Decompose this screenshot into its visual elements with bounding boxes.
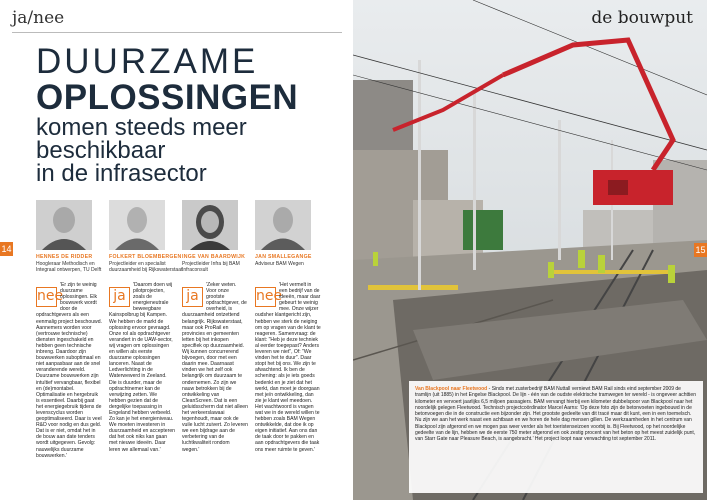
portrait-hennes-de-ridder — [36, 200, 92, 250]
headline-line-4: beschikbaar — [36, 137, 166, 164]
headline-line-2: OPLOSSINGEN — [36, 78, 299, 117]
section-title-left: ja/nee — [12, 8, 65, 28]
person-role-4: Adviseur BAM Wegen — [255, 261, 304, 267]
headline — [36, 44, 336, 185]
section-title-right: de bouwput — [591, 8, 693, 28]
section-divider — [12, 32, 342, 33]
dropcap-answer-2: ja — [109, 287, 130, 307]
person-name-3: INGE VAN BAARDWIJK — [182, 254, 246, 260]
person-name-2: FOLKERT BLOEMBERGEN — [109, 254, 182, 260]
headline-line-5: in de infrasector — [36, 160, 207, 187]
caption-lead: Van Blackpool naar Fleetwood — [415, 386, 488, 392]
caption-text: - Sinds met zusterbedrijf BAM Nuttall verniewt BAM Rail sinds eind september 2009 de tramlijn (uit 1885) in het Engelse Blackpool. De lijn - één van de oudste elektrische tramwegen ter wereld - is ongeveer achttien kilometer en vervoert jaarlijks 6,5 miljoen passagiers. BAM vervangt hierbij een kilometer dubbelspoor van Blackpool naar het noordelijk gelegen Fleetwood. Technisch projectcoördinator Marcel Aarns: 'Op deze foto zijn de betonvoeten ingebouwd in de betonvoegen die in de constructie een bijzonder zijn. Het grootste gedeelte van dit tracé maar dit kunt, een in een toemelsch. Nu zijn we aan het werk naast een achtbaan en we horen de hele dag mensen gillen. De werkzaamheden in het centrum van Blackpool zijn afgerond en we mogen pas weer verder als het toeristenseizoen voorbij is. Bij Fleetwood, op het noordelijke gedeelte van de lijn, hebben we de eerste 750 meter afgerond en ook zestig procent van het beton op het meest zuidelijk punt, van Starr Gate naar Pleasure Beach, is aangebracht.' Het project loopt naar verwachting tot september 2011. — [415, 386, 696, 443]
quote-text-3: 'Zeker weten. Voor onze grootste opdrachtgever, de overheid, is duurzaamheid ontzettend belangrijk. Rijkswaterstaat, maar ook ProRail en provincies en gemeenten letten bij het inkopen specifiek op duurzaamheid. Wij kunnen concurrerend bijvoegen, door met een daarin mee. Daarnaast vinden we het zelf ook belangrijk om duurzaam te ondernemen. Zo zijn we nauw betrokken bij de ontwikkeling van CleanScreen. Dat is een geluidsscherm dat niet alleen het verkeerslawaai tegenhoudt, maar ook de vuile lucht zuivert. Zo leveren we een bijdrage aan de verbetering van de luchtkwaliteit rondom wegen.' — [182, 282, 248, 453]
portrait-jan-smallegange — [255, 200, 311, 250]
portrait-inge-van-baardwijk — [182, 200, 238, 250]
person-role-1: Hoogleraar Methodisch en Integraal ontwerpen, TU Delft — [36, 261, 102, 273]
left-page — [0, 0, 353, 500]
quote-column-4 — [255, 282, 321, 453]
photo-caption-box — [409, 381, 703, 493]
quote-text-1: 'Er zijn te weinig duurzame oplossingen. Elk bouwwerk wordt door de opdrachtgevers als een eenmalig project beschouwd. Aannemers worden voor (vertrouwe technische) diensten ingeschakeld en hebben geen technische inbreng. Daardoor zijn bouwwerken suboptimaal en niet aanpasbaar aan de snel veranderende wereld. Duurzame bouwwerken zijn intuïtief vervangbaar, flexibel en (de)montabel. Optimalisatie en hergebruik is essentieel. Daarbij gaat het energiegebruik tijdens de levenscyclus worden geoptimaliseerd. Daar is veel R&D voor nodig en dus geld. Dat is er niet, omdat het in de bouw aan date tenders wordt uitgegeven. Gevolg: nauwelijks duurzame bouwwerken.' — [36, 282, 102, 459]
right-page — [353, 0, 707, 500]
page-number-right: 15 — [695, 245, 706, 255]
page-number-left: 14 — [1, 244, 12, 254]
dropcap-answer-4: nee — [255, 287, 276, 307]
photo-caption — [415, 386, 697, 443]
quote-column-3 — [182, 282, 248, 453]
quote-column-1 — [36, 282, 102, 459]
person-role-2: Projectleider en specialist duurzaamheid bij Rijkswaterstaat — [109, 261, 183, 273]
quote-column-2 — [109, 282, 175, 453]
portrait-folkert-bloembergen — [109, 200, 165, 250]
person-name-1: HENNES DE RIDDER — [36, 254, 93, 260]
quote-text-4: 'Het vermelt in een bedrijf van de ideeën, maar daar gebeurt te weinig mee. Onze wijzer oudsher klantgericht zijn, hebben we sterk de neiging om op vragen van de klant te reageren. Samenvraag: de klant: "Heb je deze techniek al eerder toegepast? Anders leveren we niet", Of: "We vinden het te duur". Daar stopt het bij ons. We zijn te afwachtend. Ik ben de schening: als je iets goeds bedenkt en je ziet dat het werkt, dan moet je doorgaan met je/n ontwikkeling, dan zie je klant wel meedoen. Het wachtwoord is vragen wat we in de wereld willen te hebben zoals BAM Wegen ontwikkelde, dat doe ik op eigen initiatief. Aan ons dan de taak door te pakken en aan opdrachtgevers die taak ons meer ruimte te geven.' — [255, 282, 321, 453]
headline-line-1: DUURZAME — [36, 42, 259, 81]
person-name-4: JAN SMALLEGANGE — [255, 254, 312, 260]
dropcap-answer-3: ja — [182, 287, 203, 307]
dropcap-answer-1: nee — [36, 287, 57, 307]
person-role-3: Projectleider Infra bij BAM Infraconsult — [182, 261, 240, 273]
headline-line-3: komen steeds meer — [36, 114, 247, 141]
quote-text-2: 'Daarom doen wij pilotprojecten, zoals de energieneutrale beweegbare Kainspolbrug bij Kampen. We hebben de markt de oplossing ervoor gevraagd. Onze rol als opdrachtgever verandert in de UAW-sector, wij vragen om oplossingen en willen als eerste duurzame oplossingen lanceren. Naast de Ledverlichting in de Waterwewerd in Zeeland. Die is duurder, maar de opdrachtnemer kan de verwijzing zetten. We hebben gezien dat de dergelijke toepassing in Engeland hebben verbeeld. Zo kan je het energieniveau. We moeten investeren in duurzaamheid en accepteren dat het ook niks kan gaan met nieuwe ideeën. Daar leren we allemaal van.' — [109, 282, 175, 453]
